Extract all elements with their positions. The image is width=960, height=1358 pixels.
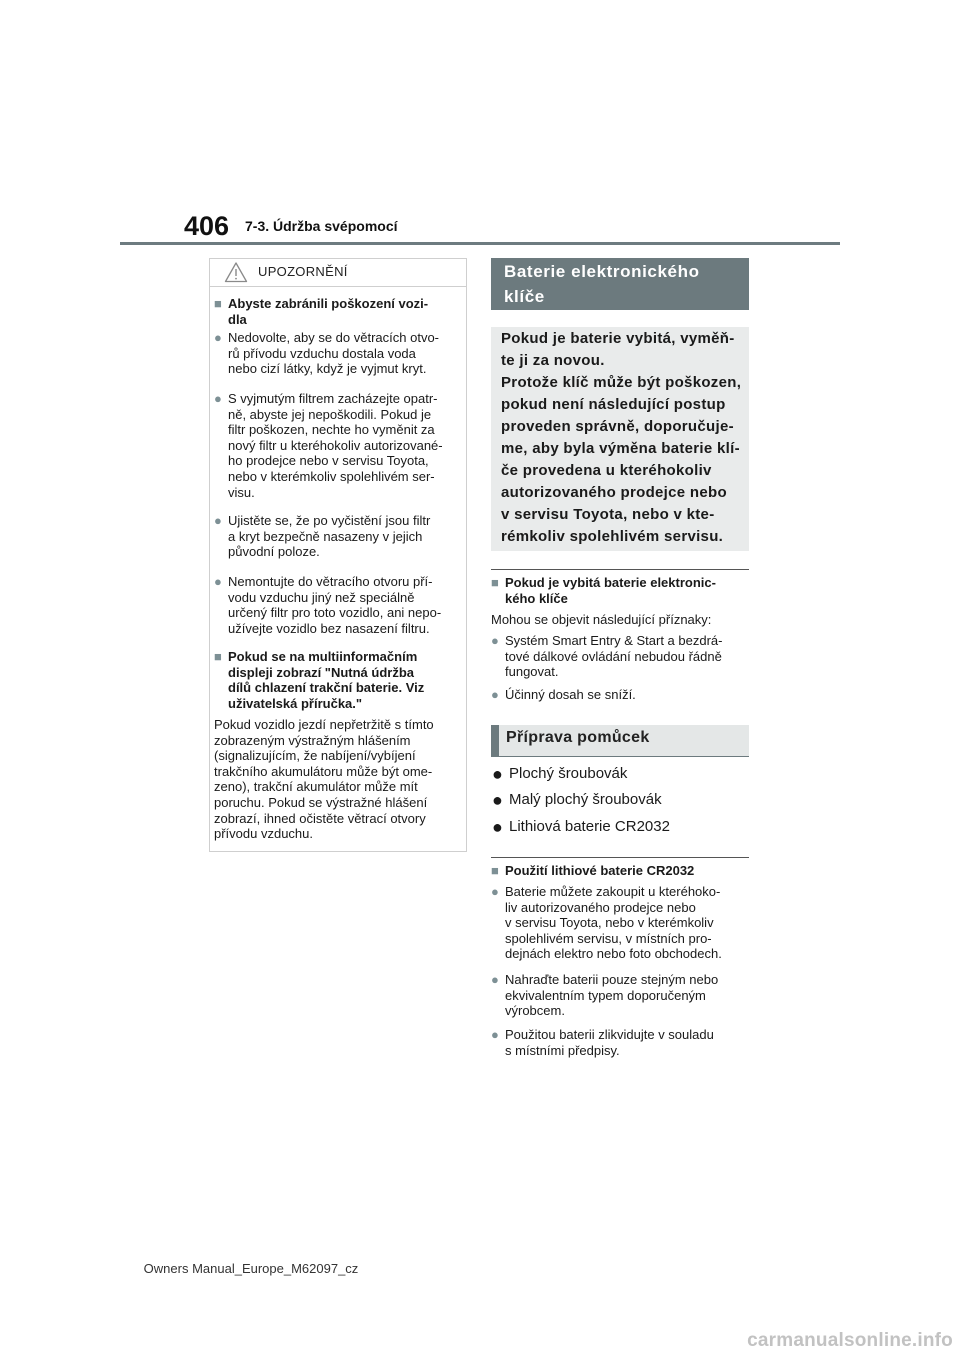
tools-heading-accent [491, 725, 499, 756]
circle-marker: ● [491, 633, 499, 648]
warning-subheading: ■ Abyste zabránili poškození vozi- dla [214, 296, 429, 327]
battery-intro: Mohou se objevit následující příznaky: [491, 612, 712, 627]
section-banner-title: Baterie elektronického klíče [504, 262, 700, 306]
square-marker: ■ [214, 296, 222, 311]
divider [491, 857, 749, 858]
warning-paragraph: Pokud vozidlo jezdí nepřetržitě s tímto zobrazeným výstražným hlášením (signalizujícím, že nabíjení/vybíjení trakčního akumulátoru může být ome- zeno), trakční akumulátor může mít poruchu. Pokud se výstražné hlášení zobrazí, ihned očistěte větrací otvory přívodu vzduchu. [214, 717, 434, 842]
header-rule [120, 242, 840, 245]
circle-marker: ● [491, 1027, 499, 1042]
list-item: ● Účinný dosah se sníží. [491, 687, 636, 702]
list-item: ● Použitou baterii zlikvidujte v souladu s místními předpisy. [491, 1027, 714, 1058]
page-number: 406 [184, 211, 230, 241]
battery-subheading: ■ Pokud je vybitá baterie elektronic- kého klíče [491, 575, 716, 606]
list-item: ● Nedovolte, aby se do větracích otvo- rů přívodu vzduchu dostala voda nebo cizí látky, když je vyjmut kryt. [214, 330, 440, 377]
list-item: ● Nemontujte do větracího otvoru pří- vodu vzduchu jiný než speciálně určený filtr pro toto vozidlo, ani nepo- užívejte vozidlo bez nasazení filtru. [214, 574, 442, 636]
circle-marker: ● [214, 330, 222, 345]
circle-marker: ● [214, 391, 222, 406]
footer-text: Owners Manual_Europe_M62097_cz [143, 1261, 359, 1276]
list-item: ● Systém Smart Entry & Start a bezdrá- tové dálkové ovládání nebudou řádně fungovat. [491, 633, 723, 680]
square-marker: ■ [491, 575, 499, 590]
warning-subheading: ■ Pokud se na multiinformačním displeji zobrazí "Nutná údržba dílů chlazení trakční baterie. Viz uživatelská příručka." [214, 649, 425, 711]
circle-marker: ● [491, 687, 499, 702]
warning-triangle-icon [224, 261, 248, 283]
callout-text: Pokud je baterie vybitá, vyměň- te ji za novou. Protože klíč může být poškozen, pokud není následující postup proveden správně, doporučuje- me, aby byla výměna baterie klí- če provedena u kteréhokoliv autorizovaného prodejce nebo v servisu Toyota, nebo v kte- rémkoliv spolehlivém servisu. [501, 330, 742, 545]
circle-marker: ● [491, 884, 499, 899]
divider [491, 756, 749, 757]
warning-title: UPOZORNĚNÍ [258, 264, 348, 279]
circle-marker: ● [214, 574, 222, 589]
divider [491, 569, 749, 570]
square-marker: ■ [491, 863, 499, 878]
tool-item: ● Plochý šroubovák [492, 764, 628, 784]
circle-marker: ● [214, 513, 222, 528]
tool-item: ● Lithiová baterie CR2032 [492, 817, 670, 837]
list-item: ● Baterie můžete zakoupit u kteréhoko- liv autorizovaného prodejce nebo v servisu Toyota, nebo v kterémkoliv spolehlivém servisu, v místních pro- dejnách elektro nebo foto obchodech. [491, 884, 722, 962]
bullet-dot: ● [492, 790, 503, 810]
bullet-dot: ● [492, 764, 503, 784]
tool-item: ● Malý plochý šroubovák [492, 790, 662, 810]
circle-marker: ● [491, 972, 499, 987]
tools-heading: Příprava pomůcek [506, 729, 650, 746]
bullet-dot: ● [492, 817, 503, 837]
lithium-subheading: ■ Použití lithiové baterie CR2032 [491, 863, 695, 878]
list-item: ● S vyjmutým filtrem zacházejte opatr- ně, abyste jej nepoškodili. Pokud je filtr poškozen, nechte ho vyměnit za nový filtr u kteréhokoliv autorizované- ho prodejce nebo v servisu Toyota, nebo v kterémkoliv spolehlivém ser- visu. [214, 391, 443, 500]
square-marker: ■ [214, 649, 222, 664]
section-title: 7-3. Údržba svépomocí [245, 218, 398, 234]
list-item: ● Nahraďte baterii pouze stejným nebo ekvivalentním typem doporučeným výrobcem. [491, 972, 719, 1019]
footer [0, 1261, 960, 1276]
list-item: ● Ujistěte se, že po vyčistění jsou filtr a kryt bezpečně nasazeny v jejich původní poloze. [214, 513, 431, 560]
watermark: carmanualsonline.info [747, 1330, 953, 1351]
